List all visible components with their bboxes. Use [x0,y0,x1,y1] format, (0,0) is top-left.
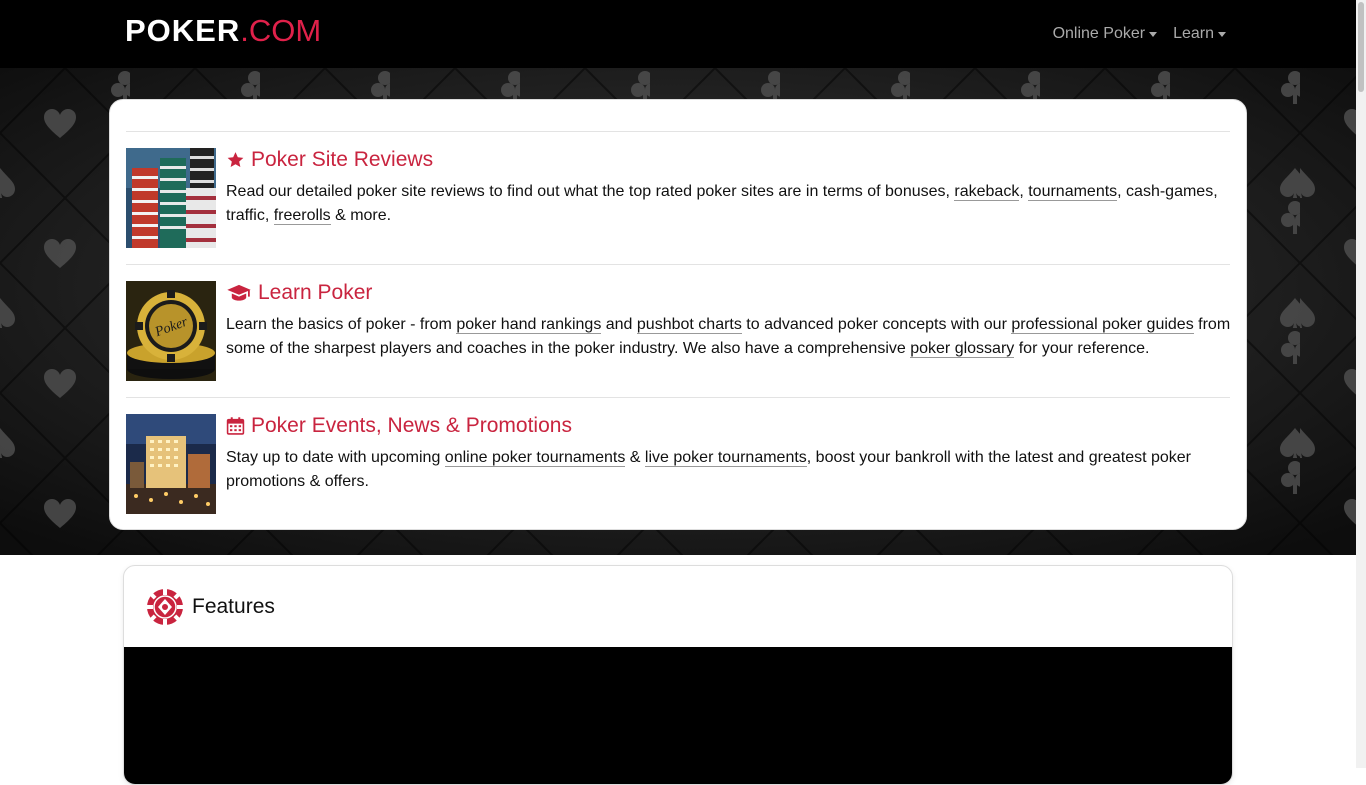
section-title[interactable] [226,148,1232,172]
rakeback-link[interactable]: rakeback [954,183,1020,200]
calendar-icon [226,416,245,436]
section-content [226,281,1232,361]
text: & [625,449,645,466]
logo-accent-text: .COM [240,13,322,48]
text: and [601,316,637,333]
text: , [1019,183,1029,200]
section-description [226,180,1232,228]
section-title-text: Poker Events, News & Promotions [251,414,572,437]
online-poker-tournaments-link[interactable]: online poker tournaments [444,449,626,466]
text: to advanced poker concepts with our [741,316,1012,333]
svg-text:Poker: Poker [153,314,190,341]
scrollbar-thumb[interactable] [1358,2,1364,92]
text: Read our detailed poker site reviews to find out what the top rated poker sites are in terms of bonuses, [226,183,955,200]
top-navbar [0,0,1356,68]
professional-poker-guides-link[interactable]: professional poker guides [1011,316,1194,333]
live-poker-tournaments-link[interactable]: live poker tournaments [644,449,807,466]
caret-down-icon [1218,32,1226,37]
page-scrollbar[interactable] [1356,0,1366,768]
freerolls-link[interactable]: freerolls [273,207,331,224]
section-title[interactable] [226,281,1232,305]
star-icon [226,151,245,169]
section-title-text: Learn Poker [258,281,373,304]
divider [126,264,1230,265]
poker-glossary-link[interactable]: poker glossary [910,340,1015,357]
nav-online-poker-dropdown[interactable] [1053,25,1158,43]
section-title-text: Poker Site Reviews [251,148,434,171]
section-description [226,313,1232,361]
tournaments-link[interactable]: tournaments [1028,183,1118,200]
features-panel [123,565,1233,785]
nav-item-label: Online Poker [1052,25,1146,42]
poker-chip-icon [146,588,184,626]
features-title: Features [192,595,275,618]
divider [126,397,1230,398]
features-header [146,588,275,626]
site-logo[interactable] [125,13,322,48]
logo-text: POKER [125,13,241,48]
graduation-cap-icon [226,284,252,302]
text: for your reference. [1014,340,1150,357]
text: Stay up to date with upcoming [226,449,445,466]
text: from some of the sharpest players and coaches in the poker industry. We also have a comprehensive [226,316,1231,357]
text: Learn the basics of poker - from [226,316,457,333]
poker-hand-rankings-link[interactable]: poker hand rankings [456,316,602,333]
poker-chip-image[interactable] [126,281,216,381]
text: , cash-games, traffic, [226,183,1218,224]
main-content-card [109,99,1247,530]
pushbot-charts-link[interactable]: pushbot charts [636,316,742,333]
text: & more. [330,207,392,224]
poker-chips-image[interactable] [126,148,216,248]
caret-down-icon [1149,32,1157,37]
nav-item-label: Learn [1173,25,1214,42]
nav-learn-dropdown[interactable] [1173,25,1226,43]
text: , boost your bankroll with the latest and greatest poker promotions & offers. [226,449,1191,490]
section-content [226,148,1232,228]
divider [126,131,1230,132]
section-content [226,414,1232,494]
section-title[interactable] [226,414,1232,438]
casino-city-image[interactable] [126,414,216,514]
nav-menu [1053,0,1226,68]
features-video-area[interactable] [124,647,1232,785]
section-description [226,446,1232,494]
